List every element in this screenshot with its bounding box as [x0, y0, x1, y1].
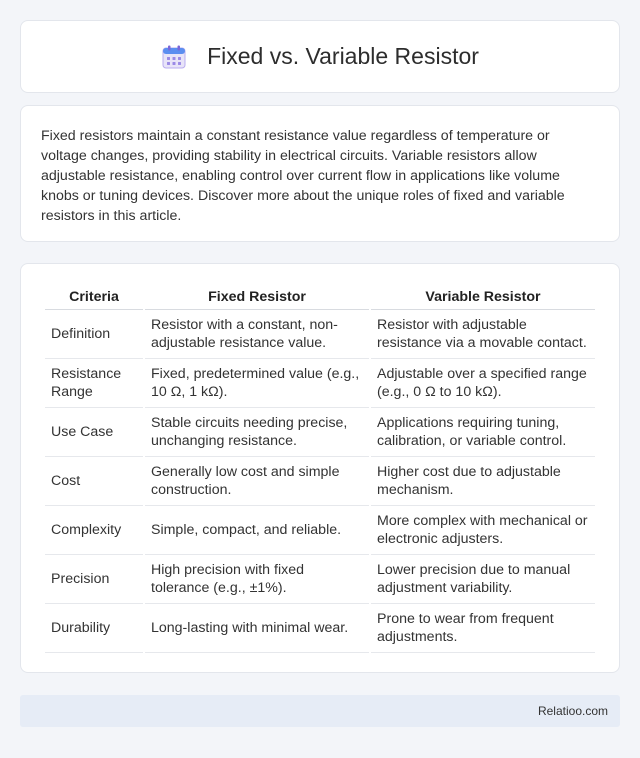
footer [20, 695, 620, 727]
criteria-cell: Durability [45, 604, 143, 653]
criteria-cell: Resistance Range [45, 359, 143, 408]
fixed-cell: Resistor with a constant, non-adjustable resistance value. [145, 310, 369, 359]
table-row [45, 506, 595, 555]
footer-brand[interactable]: Relatioo.com [537, 704, 608, 718]
variable-cell: Prone to wear from frequent adjustments. [371, 604, 595, 653]
header-card [20, 20, 620, 93]
table-row [45, 408, 595, 457]
intro-card [20, 105, 620, 242]
variable-cell: Applications requiring tuning, calibration, or variable control. [371, 408, 595, 457]
comparison-table-card [20, 263, 620, 673]
intro-text: Fixed resistors maintain a constant resistance value regardless of temperature or voltage changes, providing stability in electrical circuits. Variable resistors allow adjustable resistance, enabling control over current flow in applications like volume knobs or tuning devices. Discover more about the unique roles of fixed and variable resistors in this article. [41, 128, 565, 224]
table-row [45, 457, 595, 506]
table-row [45, 555, 595, 604]
fixed-cell: Simple, compact, and reliable. [145, 506, 369, 555]
criteria-cell: Precision [45, 555, 143, 604]
calendar-icon [161, 44, 187, 70]
page-title: Fixed vs. Variable Resistor [207, 43, 479, 69]
table-header-row [45, 286, 595, 310]
fixed-cell: Fixed, predetermined value (e.g., 10 Ω, 1 kΩ). [145, 359, 369, 408]
header-fixed-resistor: Fixed Resistor [145, 286, 369, 310]
criteria-cell: Complexity [45, 506, 143, 555]
fixed-cell: Generally low cost and simple construction. [145, 457, 369, 506]
fixed-cell: Long-lasting with minimal wear. [145, 604, 369, 653]
criteria-cell: Cost [45, 457, 143, 506]
header-criteria: Criteria [45, 286, 143, 310]
criteria-cell: Definition [45, 310, 143, 359]
table-row [45, 604, 595, 653]
table-row [45, 310, 595, 359]
variable-cell: More complex with mechanical or electronic adjusters. [371, 506, 595, 555]
variable-cell: Resistor with adjustable resistance via a movable contact. [371, 310, 595, 359]
variable-cell: Higher cost due to adjustable mechanism. [371, 457, 595, 506]
fixed-cell: Stable circuits needing precise, unchanging resistance. [145, 408, 369, 457]
variable-cell: Lower precision due to manual adjustment variability. [371, 555, 595, 604]
table-row [45, 359, 595, 408]
variable-cell: Adjustable over a specified range (e.g., 0 Ω to 10 kΩ). [371, 359, 595, 408]
fixed-cell: High precision with fixed tolerance (e.g., ±1%). [145, 555, 369, 604]
header-variable-resistor: Variable Resistor [371, 286, 595, 310]
criteria-cell: Use Case [45, 408, 143, 457]
comparison-table [43, 286, 597, 653]
